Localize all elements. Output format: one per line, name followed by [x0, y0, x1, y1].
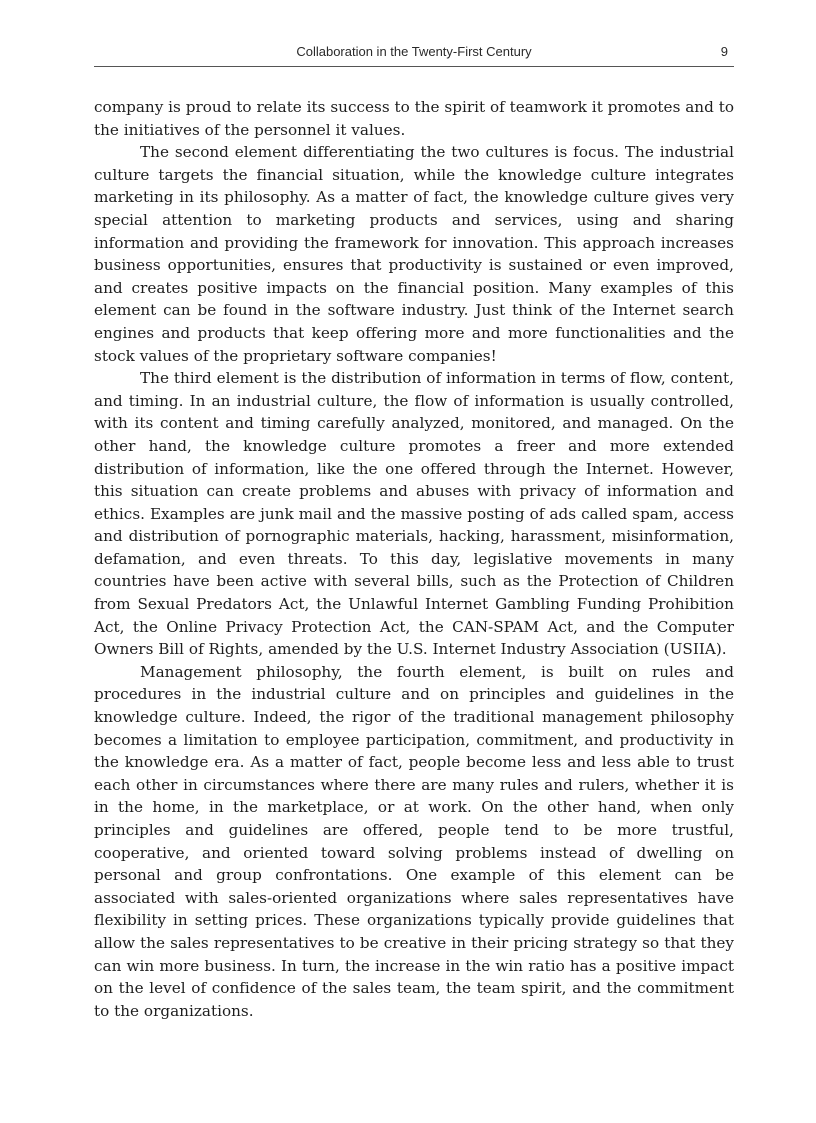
page-number: 9	[720, 44, 728, 59]
paragraph-continued: company is proud to relate its success to the spirit of teamwork it promotes and to the initiatives of the personnel it values.	[94, 98, 734, 139]
running-head-title: Collaboration in the Twenty-First Century	[296, 44, 532, 59]
paragraph-information-distribution: The third element is the distribution of information in terms of flow, content, and timing. In an industrial culture, the flow of information is usually controlled, with its content and timing carefully analyzed, monitored, and managed. On the other hand, the knowledge culture promotes a freer and more extended distribution of information, like the one offered through the Internet. However, this situation can create problems and abuses with privacy of information and ethics. Examples are junk mail and the massive posting of ads called spam, access and distribution of pornographic materials, hacking, harassment, misinformation, defamation, and even threats. To this day, legislative movements in many countries have been active with several bills, such as the Protection of Children from Sexual Predators Act, the Unlawful Internet Gambling Funding Prohibition Act, the Online Privacy Protection Act, the CAN-SPAM Act, and the Computer Owners Bill of Rights, amended by the U.S. Internet Industry Association (USIIA).	[94, 369, 734, 659]
paragraph-focus: The second element differentiating the two cultures is focus. The industrial culture targets the financial situation, while the knowledge culture integrates marketing in its philosophy. As a matter of fact, the knowledge culture gives very special attention to marketing products and services, using and sharing information and providing the framework for innovation. This approach increases business opportunities, ensures that productivity is sustained or even improved, and creates positive impacts on the financial position. Many examples of this element can be found in the software industry. Just think of the Internet search engines and products that keep offering more and more functionalities and the stock values of the proprietary software companies!	[94, 143, 734, 365]
running-header	[94, 40, 734, 67]
body-text	[94, 96, 734, 1022]
paragraph-management-philosophy: Management philosophy, the fourth element, is built on rules and procedures in the industrial culture and on principles and guidelines in the knowledge culture. Indeed, the rigor of the traditional management philosophy becomes a limitation to employee participation, commitment, and productivity in the knowledge era. As a matter of fact, people become less and less able to trust each other in circumstances where there are many rules and rulers, whether it is in the home, in the marketplace, or at work. On the other hand, when only principles and guidelines are offered, people tend to be more trustful, cooperative, and oriented toward solving problems instead of dwelling on personal and group confrontations. One example of this element can be associated with sales-oriented organizations where sales representatives have flexibility in setting prices. These organizations typically provide guidelines that allow the sales representatives to be creative in their pricing strategy so that they can win more business. In turn, the increase in the win ratio has a positive impact on the level of confidence of the sales team, the team spirit, and the commitment to the organizations.	[94, 662, 734, 1020]
